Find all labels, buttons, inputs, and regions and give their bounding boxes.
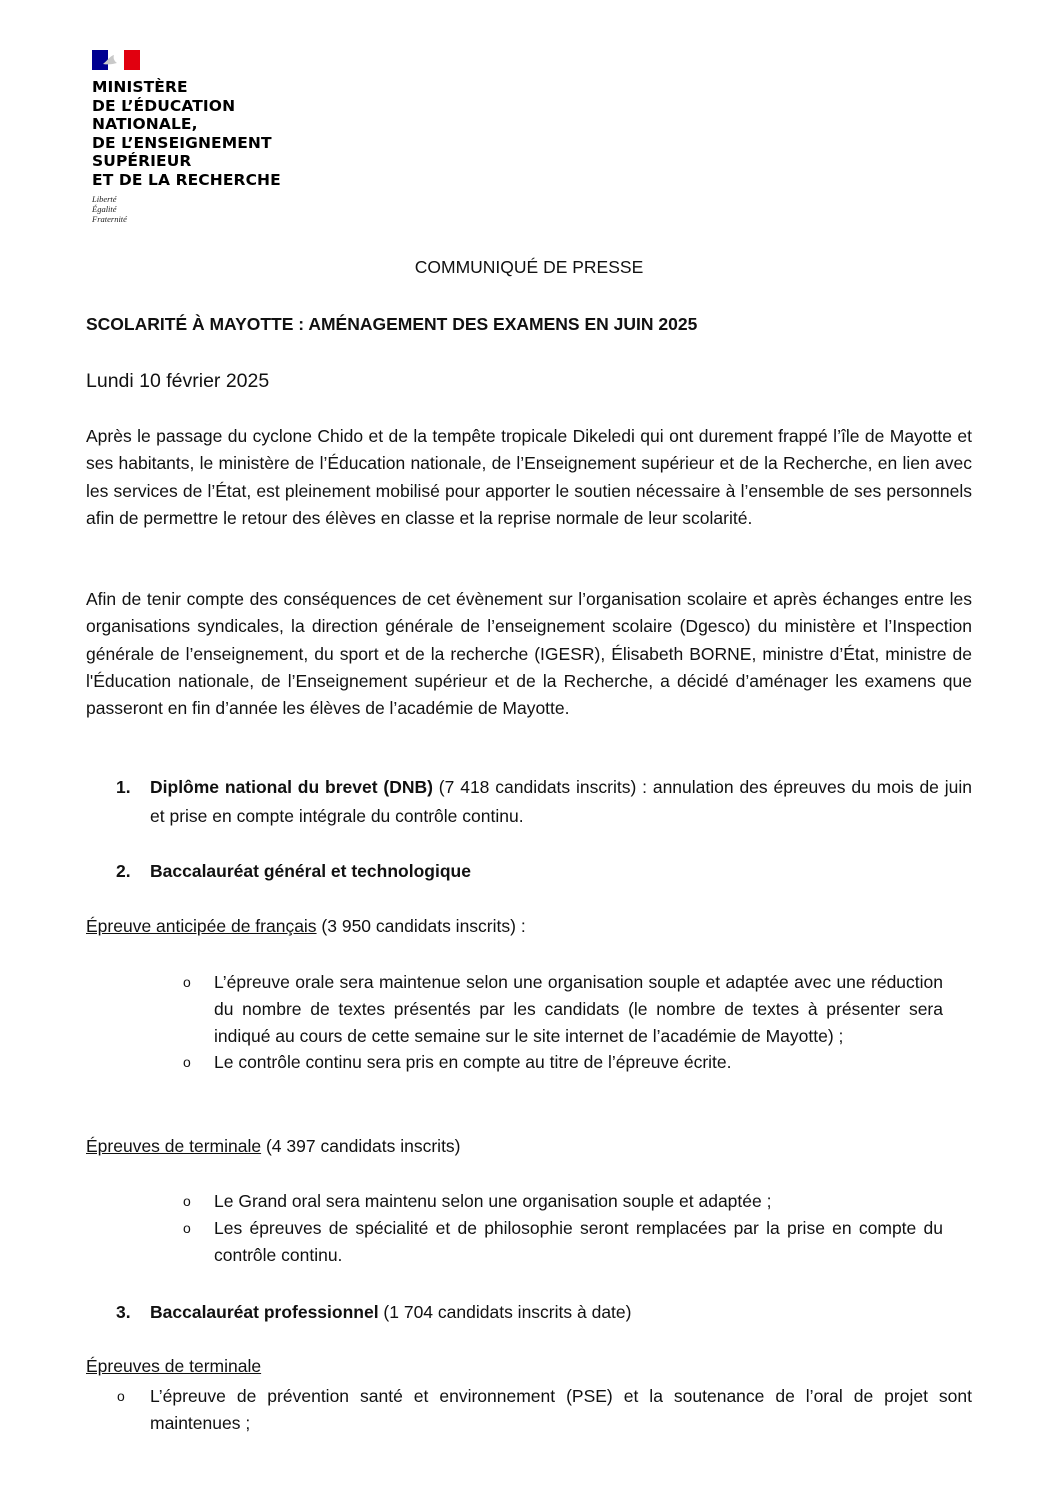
section-heading-suffix: (3 950 candidats inscrits) :: [316, 916, 526, 936]
document-title: SCOLARITÉ À MAYOTTE : AMÉNAGEMENT DES EXAMENS EN JUIN 2025: [86, 314, 698, 334]
ministry-line: DE L’ENSEIGNEMENT: [92, 133, 272, 152]
bullet-list: [117, 1383, 972, 1437]
bullet-circle-icon: o: [183, 1054, 191, 1071]
motto-line: Égalité: [92, 204, 117, 214]
section-heading: [86, 1133, 461, 1160]
motto-line: Liberté: [92, 194, 117, 204]
republic-motto: [92, 194, 281, 224]
bullet-list: [183, 969, 943, 1076]
section-heading: [86, 1353, 261, 1380]
bullet-circle-icon: o: [183, 1193, 191, 1209]
motto-line: Fraternité: [92, 214, 127, 224]
item-text: (7 418 candidats inscrits) : annulation des épreuves du mois de juin et prise en compte intégrale du contrôle continu.: [150, 777, 972, 826]
ministry-line: SUPÉRIEUR: [92, 152, 192, 170]
numbered-item: [116, 773, 972, 831]
ministry-logo: [92, 50, 281, 224]
item-number: 2.: [116, 861, 131, 881]
section-heading-label: Épreuves de terminale: [86, 1136, 262, 1156]
bullet-list: [183, 1188, 943, 1268]
list-item: [183, 1049, 943, 1076]
bullet-circle-icon: o: [117, 1388, 125, 1404]
list-item-text: Le Grand oral sera maintenu selon une organisation souple et adaptée ;: [214, 1191, 772, 1211]
numbered-item: [116, 857, 972, 886]
section-heading-suffix: (4 397 candidats inscrits): [261, 1136, 461, 1156]
item-title: Diplôme national du brevet (DNB): [150, 777, 433, 797]
document-type: COMMUNIQUÉ DE PRESSE: [414, 257, 644, 277]
list-item: [183, 969, 943, 1049]
ministry-line: DE L’ÉDUCATION: [92, 96, 236, 115]
item-title: Baccalauréat professionnel: [150, 1302, 379, 1322]
list-item: [183, 1188, 943, 1215]
ministry-line: MINISTÈRE: [92, 78, 188, 96]
item-number: 1.: [116, 777, 131, 797]
item-text: (1 704 candidats inscrits à date): [378, 1302, 632, 1322]
section-heading: [86, 913, 526, 940]
list-item-text: Le contrôle continu sera pris en compte au titre de l’épreuve écrite.: [214, 1052, 732, 1073]
ministry-name: [92, 78, 281, 189]
item-title: Baccalauréat général et technologique: [150, 861, 471, 881]
document-date: Lundi 10 février 2025: [86, 370, 270, 392]
french-republic-flag-icon: [92, 50, 140, 70]
list-item-text: Les épreuves de spécialité et de philosophie seront remplacées par la prise en compte du contrôle continu.: [214, 1217, 943, 1265]
bullet-circle-icon: o: [183, 974, 191, 990]
paragraph: Afin de tenir compte des conséquences de cet évènement sur l’organisation scolaire et après échanges entre les organisations syndicales, la direction générale de l’enseignement scolaire (Dgesco) du ministère et l’Inspection générale de l’enseignement, du sport et de la recherche (IGESR), Élisabeth BORNE, ministre d’État, ministre de l'Éducation nationale, de l’Enseignement supérieur et de la Recherche, a décidé d’aménager les examens que passeront en fin d’année les élèves de l’académie de Mayotte.: [86, 589, 972, 719]
list-item: [117, 1383, 972, 1437]
numbered-item: [116, 1298, 972, 1327]
bullet-circle-icon: o: [183, 1219, 191, 1236]
list-item-text: L’épreuve orale sera maintenue selon une organisation souple et adaptée avec une réduction du nombre de textes présentés par les candidats (le nombre de textes à présenter sera indiqué au cours de cette semaine sur le site internet de l’académie de Mayotte) ;: [214, 972, 943, 1046]
section-heading-label: Épreuve anticipée de français: [86, 916, 317, 936]
section-heading-label: Épreuves de terminale: [86, 1356, 262, 1376]
paragraph: Après le passage du cyclone Chido et de la tempête tropicale Dikeledi qui ont durement frappé l’île de Mayotte et ses habitants, le ministère de l’Éducation nationale, de l’Enseignement supérieur et de la Recherche, en lien avec les services de l’État, est pleinement mobilisé pour apporter le soutien nécessaire à l’ensemble de ses personnels afin de permettre le retour des élèves en classe et la reprise normale de leur scolarité.: [86, 426, 972, 528]
item-number: 3.: [116, 1302, 131, 1322]
list-item-text: L’épreuve de prévention santé et environnement (PSE) et la soutenance de l’oral de projet sont maintenues ;: [150, 1386, 972, 1433]
list-item: [183, 1215, 943, 1269]
ministry-line: ET DE LA RECHERCHE: [92, 170, 281, 189]
ministry-line: NATIONALE,: [92, 115, 198, 133]
